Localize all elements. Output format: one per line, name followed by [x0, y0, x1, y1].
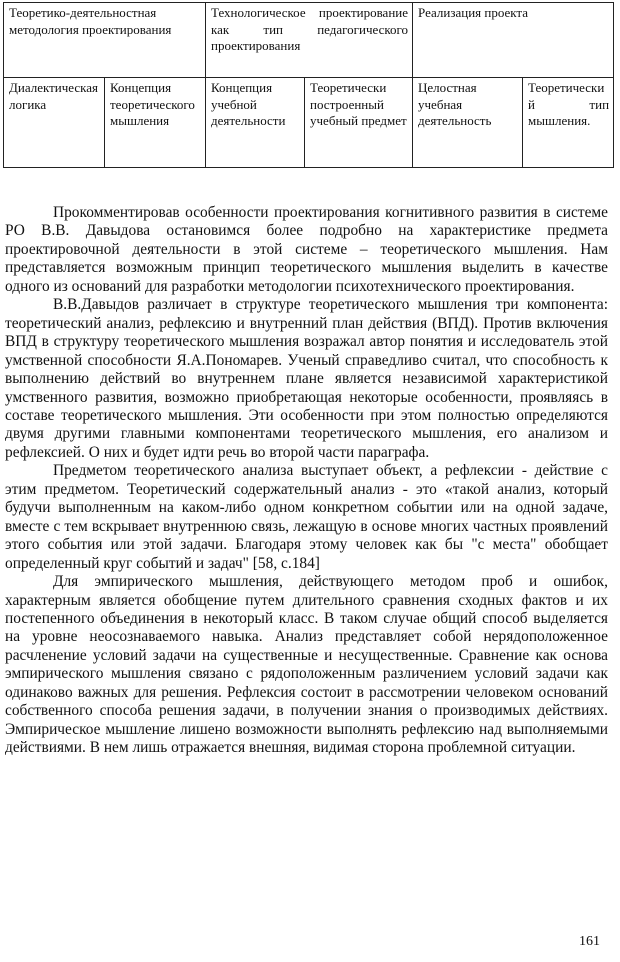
table-cell: Теоретически построенный учебный предмет: [305, 78, 413, 168]
paragraph: В.В.Давыдов различает в структуре теоретического мышления три компонента: теоретический анализ, рефлексию и внутренний план действия (ВПД). Против включения ВПД в структуру теоретического мышления возражал автор понятия и исследователь этой умственной способности Я.А.Пономарев. Ученый справедливо считал, что способность к выполнению действий во внутреннем плане является независимой характеристикой умственного развития, возможно приобретающая некоторые особенности, проявляясь в составе теоретического мышления. Эти особенности при этом полностью определяются двумя другими главными компонентами теоретического мышления, его анализом и рефлексией. О них и будет идти речь во второй части параграфа.: [5, 296, 608, 461]
table-cell: Концепция учебной деятельности: [206, 78, 305, 168]
table-header-cell: Теоретико-деятельностная методология проектирования: [4, 3, 206, 78]
methodology-table: [3, 2, 614, 168]
paragraph: Прокомментировав особенности проектирования когнитивного развития в системе РО В.В. Давыдова остановимся более подробно на характеристике предмета проектировочной деятельности в этой системе – теоретического мышления. Нам представляется возможным принцип теоретического мышления выделить в качестве одного из оснований для разработки методологии психотехнического проектирования.: [5, 204, 608, 295]
table-cell: Теоретический тип мышления.: [523, 78, 614, 168]
table-header-cell: Технологическое проектирование как тип педагогического проектирования: [206, 3, 413, 78]
page-number: 161: [579, 934, 600, 949]
table-header-row: [4, 3, 614, 78]
table-cell: Концепция теоретического мышления: [105, 78, 206, 168]
table-cell: Целостная учебная деятельность: [413, 78, 523, 168]
paragraph: Для эмпирического мышления, действующего методом проб и ошибок, характерным является обобщение путем длительного сравнения сходных фактов и их постепенного объединения в некоторый класс. В таком случае общий способ выделяется на уровне неосознаваемого навыка. Анализ представляет собой нерядоположенное расчленение условий задачи на существенные и несущественные. Сравнение как основа эмпирического мышления связано с рядоположенным различением условий задачи как одинаково важных для решения. Рефлексия состоит в рассмотрении человеком оснований собственного способа решения задачи, в получении знания о производимых действиях. Эмпирическое мышление лишено возможности выполнять рефлексию над выполняемыми действиями. В нем лишь отражается внешняя, видимая сторона проблемной ситуации.: [5, 573, 608, 757]
paragraph: Предметом теоретического анализа выступает объект, а рефлексии - действие с этим предметом. Теоретический содержательный анализ - это «такой анализ, который будучи выполненным на каком-либо одном конкретном событии или на одной задаче, вместе с тем вскрывает внутреннюю связь, лежащую в основе многих частных проявлений этого события или этой задачи. Благодаря этому человек как бы "с места" обобщает определенный круг событий и задач" [58, с.184]: [5, 462, 608, 572]
table-cell: Диалектическая логика: [4, 78, 105, 168]
table-header-cell: Реализация проекта: [413, 3, 614, 78]
table-row: [4, 78, 614, 168]
body-text: [5, 204, 608, 758]
